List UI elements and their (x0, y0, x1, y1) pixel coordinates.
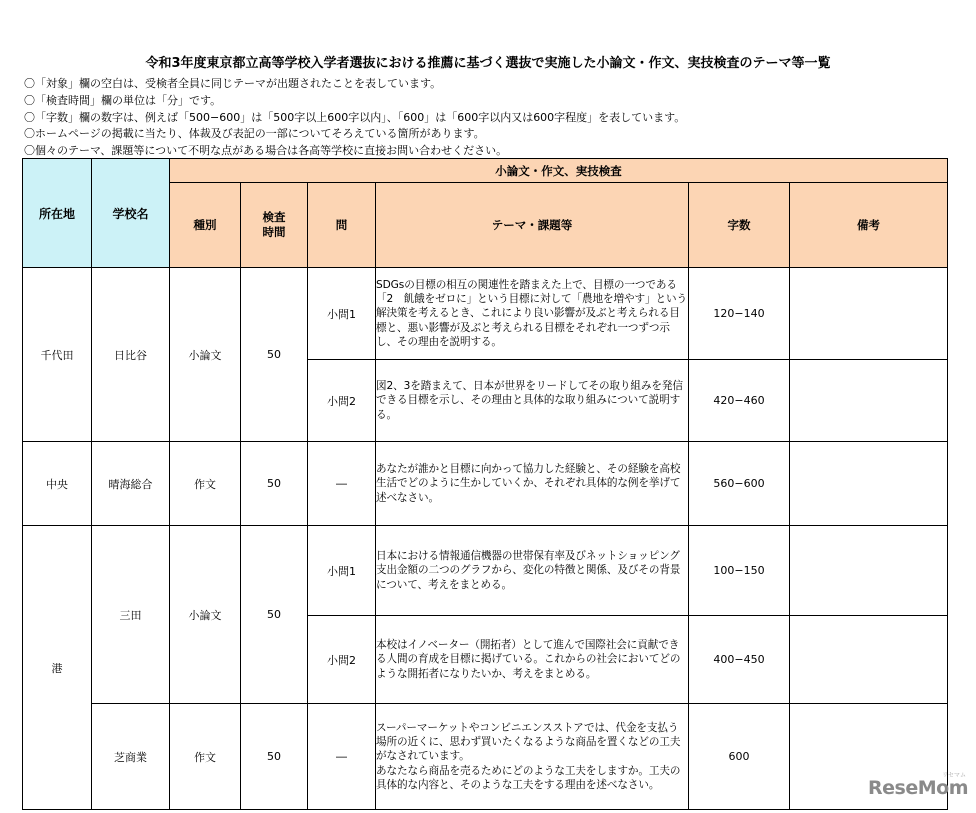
header-chars: 字数 (689, 183, 790, 268)
cell-chars: 560−600 (689, 442, 790, 526)
cell-theme: あなたが誰かと目標に向かって協力した経験と、その経験を高校生活でどのように生かしていくか、それぞれ具体的な例を挙げて述べなさい。 (376, 442, 689, 526)
cell-prefecture: 千代田 (23, 268, 92, 442)
cell-prefecture: 港 (23, 526, 92, 810)
cell-type: 作文 (170, 704, 241, 810)
table-row (23, 268, 948, 360)
cell-time: 50 (241, 268, 308, 442)
cell-remarks (790, 360, 948, 442)
header-time: 検査 時間 (241, 183, 308, 268)
cell-school: 芝商業 (92, 704, 170, 810)
cell-theme: 日本における情報通信機器の世帯保有率及びネットショッピング支出金額の二つのグラフから、変化の特徴と関係、及びその背景について、考えをまとめる。 (376, 526, 689, 616)
watermark-main: ReseMom (868, 777, 968, 799)
page-title: 令和3年度東京都立高等学校入学者選抜における推薦に基づく選抜で実施した小論文・作文、実技検査のテーマ等一覧 (145, 56, 831, 71)
cell-remarks (790, 616, 948, 704)
note: 〇「検査時間」欄の単位は「分」です。 (24, 93, 222, 107)
header-type: 種別 (170, 183, 241, 268)
cell-time: 50 (241, 442, 308, 526)
cell-theme: 図2、3を踏まえて、日本が世界をリードしてその取り組みを発信できる目標を示し、その理由と具体的な取り組みについて説明する。 (376, 360, 689, 442)
watermark-sub: リセマム (942, 772, 966, 779)
cell-type: 小論文 (170, 526, 241, 704)
cell-type: 作文 (170, 442, 241, 526)
cell-remarks (790, 268, 948, 360)
cell-remarks (790, 526, 948, 616)
cell-question: 小問1 (308, 268, 376, 360)
cell-chars: 420−460 (689, 360, 790, 442)
header-prefecture: 所在地 (23, 159, 92, 268)
cell-question: 小問1 (308, 526, 376, 616)
cell-theme: スーパーマーケットやコンビニエンスストアでは、代金を支払う場所の近くに、思わず買いたくなるような商品を置くなどの工夫がなされています。 あなたなら商品を売るためにどのような工夫をしますか。工夫の具体的な内容と、そのような工夫をする理由を述べなさい。 (376, 704, 689, 810)
header-question: 問 (308, 183, 376, 268)
header-school: 学校名 (92, 159, 170, 268)
cell-theme: 本校はイノベーター（開拓者）として進んで国際社会に貢献できる人間の育成を目標に掲げている。これからの社会においてどのような開拓者になりたいか、考えをまとめる。 (376, 616, 689, 704)
cell-chars: 400−450 (689, 616, 790, 704)
cell-prefecture: 中央 (23, 442, 92, 526)
cell-remarks (790, 442, 948, 526)
cell-school: 日比谷 (92, 268, 170, 442)
cell-time: 50 (241, 526, 308, 704)
cell-question: 小問2 (308, 360, 376, 442)
cell-question: ― (308, 704, 376, 810)
cell-time: 50 (241, 704, 308, 810)
cell-school: 三田 (92, 526, 170, 704)
note: 〇「字数」欄の数字は、例えば「500−600」は「500字以上600字以内」、「600」は「600字以内又は600字程度」を表しています。 (24, 110, 686, 124)
header-group: 小論文・作文、実技検査 (170, 159, 948, 183)
cell-question: ― (308, 442, 376, 526)
cell-type: 小論文 (170, 268, 241, 442)
cell-chars: 120−140 (689, 268, 790, 360)
notes (24, 76, 954, 160)
cell-school: 晴海総合 (92, 442, 170, 526)
table-row (23, 704, 948, 810)
cell-question: 小問2 (308, 616, 376, 704)
cell-chars: 100−150 (689, 526, 790, 616)
watermark-logo (868, 772, 968, 799)
cell-theme: SDGsの目標の相互の関連性を踏まえた上で、目標の一つである「2 飢餓をゼロに」という目標に対して「農地を増やす」という解決策を考えるとき、これにより良い影響が及ぶと考えられる目標と、悪い影響が及ぶと考えられる目標をそれぞれ一つずつ示し、その理由を説明する。 (376, 268, 689, 360)
note: 〇個々のテーマ、課題等について不明な点がある場合は各高等学校に直接お問い合わせください。 (24, 144, 508, 158)
theme-table (22, 158, 948, 810)
note: 〇ホームページの掲載に当たり、体裁及び表記の一部についてそろえている箇所があります。 (24, 127, 485, 141)
table-row (23, 526, 948, 616)
table-row (23, 442, 948, 526)
header-theme: テーマ・課題等 (376, 183, 689, 268)
cell-chars: 600 (689, 704, 790, 810)
note: 〇「対象」欄の空白は、受検者全員に同じテーマが出題されたことを表しています。 (24, 77, 442, 90)
header-remarks: 備考 (790, 183, 948, 268)
